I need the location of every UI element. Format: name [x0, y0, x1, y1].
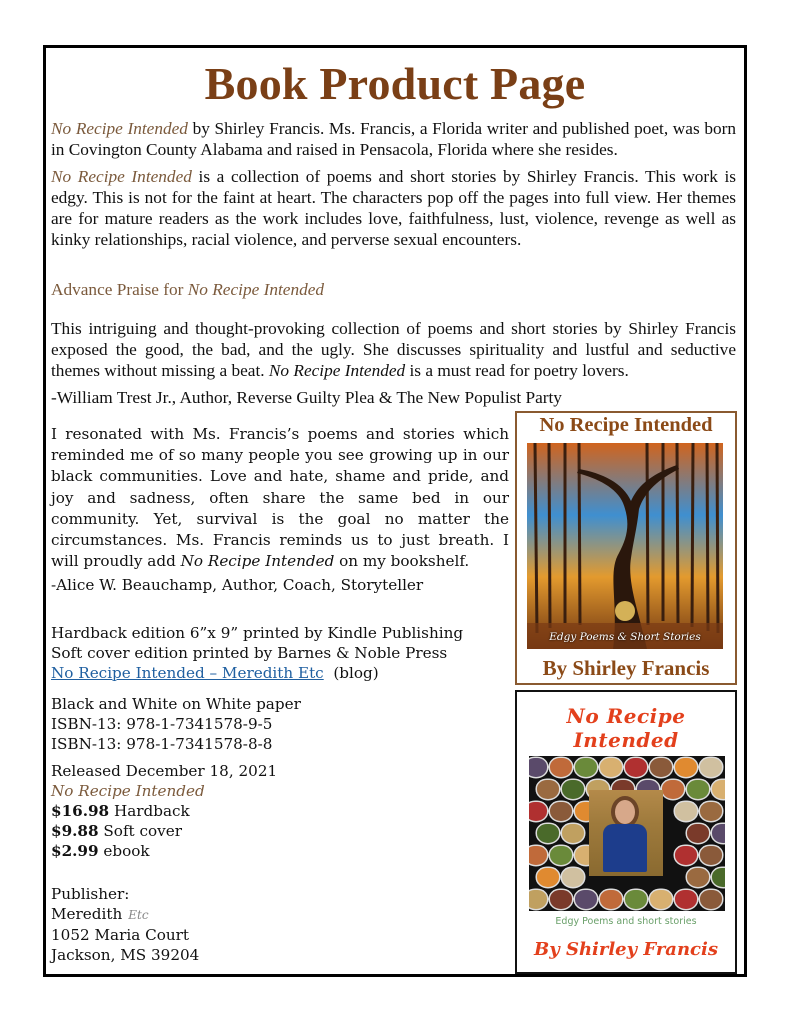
- cover-author: By Shirley Francis: [542, 656, 710, 680]
- release-book-title: No Recipe Intended: [51, 782, 205, 800]
- praise-quote-1: [51, 318, 736, 381]
- spice-heart: [562, 824, 584, 843]
- spice-heart: [550, 758, 572, 777]
- spice-heart: [600, 890, 622, 909]
- book-cover-autumn: [515, 411, 737, 685]
- quote-2-title: No Recipe Intended: [180, 552, 335, 571]
- praise-heading-prefix: Advance Praise for: [51, 280, 188, 299]
- spice-heart: [662, 780, 684, 799]
- praise-attribution-2: -Alice W. Beauchamp, Author, Coach, Storyteller: [51, 576, 424, 594]
- publisher-city: Jackson, MS 39204: [51, 946, 200, 964]
- intro-paragraph-1: [51, 118, 736, 160]
- publisher-name-line: [51, 904, 509, 925]
- price-value: $2.99: [51, 842, 99, 860]
- spice-heart: [550, 846, 572, 865]
- spice-heart: [550, 890, 572, 909]
- price-format: ebook: [98, 842, 150, 860]
- cover-author: By Shirley Francis: [534, 939, 718, 960]
- quote-1-text-b: is a must read for poetry lovers.: [405, 361, 629, 380]
- spice-heart: [537, 780, 559, 799]
- spice-heart: [650, 890, 672, 909]
- page-frame: [43, 45, 747, 977]
- book-title-italic: No Recipe Intended: [51, 119, 188, 138]
- price-hardback: [51, 801, 509, 821]
- spice-heart: [650, 758, 672, 777]
- blog-suffix: (blog): [333, 664, 379, 682]
- spice-heart: [700, 758, 722, 777]
- cover-image-forest: [527, 443, 723, 649]
- spice-heart: [575, 758, 597, 777]
- author-photo: [589, 790, 663, 876]
- spice-heart: [537, 868, 559, 887]
- quote-1-title: No Recipe Intended: [268, 361, 406, 380]
- price-softcover: [51, 821, 509, 841]
- spice-heart: [550, 802, 572, 821]
- spice-heart: [675, 758, 697, 777]
- publisher-logo-mark: Etc: [128, 908, 149, 922]
- hardback-edition: Hardback edition 6”x 9” printed by Kindle Publishing: [51, 624, 464, 642]
- price-format: Soft cover: [98, 822, 182, 840]
- price-value: $16.98: [51, 802, 110, 820]
- price-ebook: [51, 841, 509, 861]
- spice-heart: [562, 780, 584, 799]
- cover-title: No Recipe Intended: [539, 414, 713, 436]
- spice-heart: [687, 868, 709, 887]
- publisher-street: 1052 Maria Court: [51, 926, 189, 944]
- spice-heart: [537, 824, 559, 843]
- spice-heart: [600, 758, 622, 777]
- spice-heart: [562, 868, 584, 887]
- spice-heart: [529, 890, 547, 909]
- spice-heart: [529, 758, 547, 777]
- author-head: [615, 800, 635, 824]
- release-date: Released December 18, 2021: [51, 762, 278, 780]
- praise-quote-2: [51, 424, 509, 572]
- quote-2-text-b: on my bookshelf.: [334, 552, 470, 571]
- price-value: $9.88: [51, 822, 99, 840]
- blog-link[interactable]: No Recipe Intended – Meredith Etc: [51, 664, 324, 682]
- author-body: [603, 824, 647, 872]
- spice-heart: [625, 890, 647, 909]
- spice-heart: [675, 846, 697, 865]
- publisher-section: [51, 884, 509, 965]
- publisher-name: Meredith: [51, 905, 123, 923]
- quote-2-text-a: I resonated with Ms. Francis’s poems and stories which reminded me of so many people you see growing up in our black communities. Love and hate, shame and pride, and joy and sadness, often share the same bed in our community. Yet, survival is the goal no matter the circumstances. Ms. Francis reminds us to just breath. I will proudly add: [51, 425, 509, 571]
- spice-heart: [687, 824, 709, 843]
- softcover-edition: Soft cover edition printed by Barnes & Noble Press: [51, 644, 448, 662]
- spice-heart: [712, 780, 725, 799]
- spice-heart: [529, 802, 547, 821]
- spice-heart: [675, 890, 697, 909]
- spice-heart: [675, 802, 697, 821]
- praise-attribution-1: -William Trest Jr., Author, Reverse Guilty Plea & The New Populist Party: [51, 388, 562, 407]
- specs-section: [51, 694, 509, 754]
- spice-heart: [700, 802, 722, 821]
- spice-heart: [625, 758, 647, 777]
- book-cover-hearts: [515, 690, 737, 974]
- paper-spec: Black and White on White paper: [51, 695, 301, 713]
- spice-heart: [529, 846, 547, 865]
- isbn-1: ISBN-13: 978-1-7341578-9-5: [51, 715, 273, 733]
- spice-heart: [687, 780, 709, 799]
- spice-heart: [700, 890, 722, 909]
- isbn-2: ISBN-13: 978-1-7341578-8-8: [51, 735, 273, 753]
- forest-tree-illustration: [527, 443, 723, 649]
- praise-heading: [51, 279, 736, 300]
- spice-heart: [700, 846, 722, 865]
- spice-heart: [712, 824, 725, 843]
- spice-heart: [575, 890, 597, 909]
- page-title: Book Product Page: [204, 58, 586, 109]
- book-title-italic: No Recipe Intended: [51, 167, 192, 186]
- editions-section: [51, 623, 509, 683]
- cover-subtitle: Edgy Poems and short stories: [555, 916, 697, 927]
- release-section: [51, 761, 509, 861]
- cover-image-spice-hearts: [529, 756, 725, 911]
- intro-paragraph-2: [51, 166, 736, 250]
- price-format: Hardback: [109, 802, 190, 820]
- praise-heading-title: No Recipe Intended: [187, 280, 325, 299]
- publisher-label: Publisher:: [51, 885, 130, 903]
- blog-line: [51, 663, 509, 683]
- intro-text-2: is a collection of poems and short stories by Shirley Francis. This work is edgy. This is not for the faint at heart. The characters pop off the pages into full view. Her themes are for mature readers as the work includes love, faithfulness, lust, violence, revenge as well as kinky relationships, racial violence, and perverse sexual encounters.: [51, 167, 736, 249]
- cover-title: No Recipe Intended: [566, 704, 686, 752]
- cover-subtitle: Edgy Poems & Short Stories: [549, 631, 701, 643]
- spice-heart: [712, 868, 725, 887]
- intro-text-1: by Shirley Francis. Ms. Francis, a Florida writer and published poet, was born in Covington County Alabama and raised in Pensacola, Florida where she resides.: [51, 119, 736, 159]
- quote-1-text-a: This intriguing and thought-provoking collection of poems and short stories by Shirley Francis exposed the good, the bad, and the ugly. She discusses spirituality and lustful and seductive themes without missing a beat.: [51, 319, 736, 380]
